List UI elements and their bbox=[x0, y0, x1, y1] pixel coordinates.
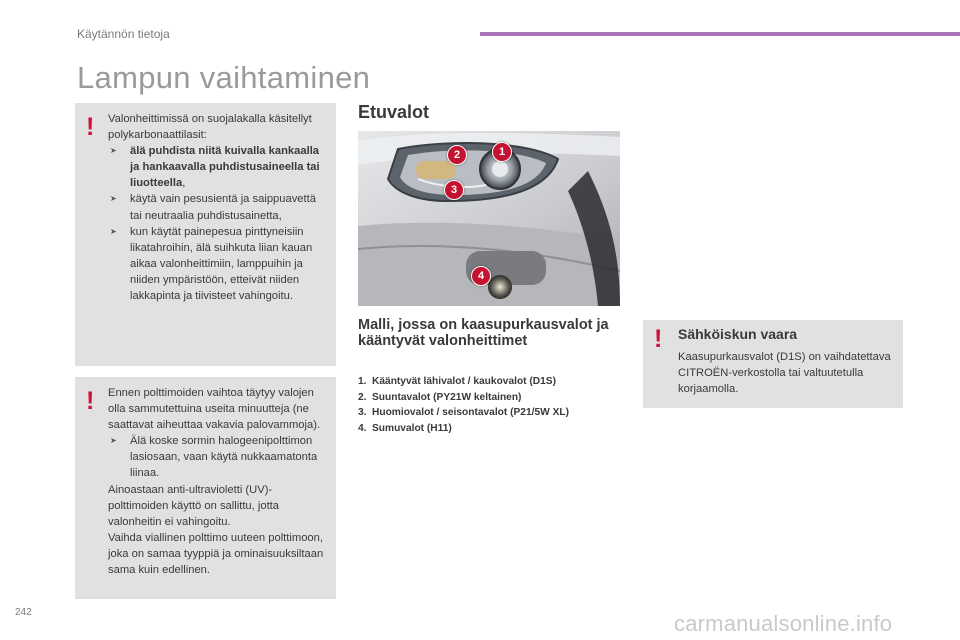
bullet-icon: ➤ bbox=[110, 146, 117, 156]
warning-intro: Valonheittimissä on suojalakalla käsitellyt polykarbonaattilasit: bbox=[108, 113, 312, 142]
item-text: Kääntyvät lähivalot / kaukovalot (D1S) bbox=[372, 376, 556, 387]
list-item-text: käytä vain pesusientä ja saippuavettä tai neutraalia puhdistusainetta, bbox=[130, 193, 316, 222]
section-heading: Etuvalot bbox=[358, 102, 430, 122]
item-number: 2. bbox=[358, 391, 367, 403]
warning-title: Sähköiskun vaara bbox=[678, 326, 798, 342]
list-item bbox=[108, 433, 330, 481]
warning-box-lens-care bbox=[75, 103, 336, 366]
item-text: Sumuvalot (H11) bbox=[372, 422, 452, 434]
warning-paragraph: Vaihda viallinen polttimo uuteen polttimoon, joka on samaa tyyppiä ja ominaisuuksiltaan sama kuin edellinen. bbox=[108, 531, 324, 577]
list-item bbox=[108, 191, 330, 223]
list-item bbox=[108, 224, 330, 304]
list-item-text: kun käytät painepesua pinttyneisiin likatahroihin, älä suihkuta liian kauan aikaa valonheittimiin, lamppuihin ja niiden ympäristöön, etteivät niiden lakkapinta ja tiivisteet vahingoitu. bbox=[130, 225, 313, 303]
warning-intro: Ennen polttimoiden vaihtoa täytyy valojen olla sammutettuina useita minuutteja (ne saattavat aiheuttaa vakavia palovammoja). bbox=[108, 387, 321, 432]
warning-emphasis: älä puhdista niitä kuivalla kankaalla ja hankaavalla puhdistusaineella tai liuotteella bbox=[130, 145, 320, 190]
item-text: Huomiovalot / seisontavalot (P21/5W XL) bbox=[372, 407, 569, 419]
exclamation-icon: ! bbox=[654, 325, 663, 353]
bullet-icon: ➤ bbox=[110, 436, 117, 446]
watermark: carmanualsonline.info bbox=[674, 611, 893, 636]
item-text: Suuntavalot (PY21W keltainen) bbox=[372, 391, 522, 403]
list-item-text: Älä koske sormin halogeenipolttimon lasiosaan, vaan käytä nukkaamatonta liinaa. bbox=[130, 435, 318, 480]
header-accent-bar bbox=[480, 32, 960, 36]
item-number: 1. bbox=[358, 376, 367, 387]
warning-box-bulb-change bbox=[75, 377, 336, 599]
warning-content bbox=[108, 385, 330, 578]
exclamation-icon: ! bbox=[86, 113, 95, 141]
model-heading: Malli, jossa on kaasupurkausvalot ja kääntyvät valonheittimet bbox=[358, 317, 609, 349]
list-item bbox=[358, 421, 569, 437]
warning-content bbox=[108, 111, 330, 304]
page-number: 242 bbox=[15, 607, 32, 618]
warning-list bbox=[108, 143, 330, 304]
item-number: 3. bbox=[358, 407, 367, 419]
callout-3: 3 bbox=[444, 180, 464, 200]
callout-2: 2 bbox=[447, 145, 467, 165]
bullet-icon: ➤ bbox=[110, 194, 117, 204]
page-title: Lampun vaihtaminen bbox=[77, 60, 371, 95]
bulb-list bbox=[358, 374, 569, 436]
list-item bbox=[358, 390, 569, 406]
exclamation-icon: ! bbox=[86, 387, 95, 415]
bullet-icon: ➤ bbox=[110, 226, 117, 236]
warning-text: Kaasupurkausvalot (D1S) on vaihdatettava CITROËN-verkostolla tai valtuutetulla korjaamolla. bbox=[678, 351, 891, 396]
list-item bbox=[108, 143, 330, 191]
callout-1: 1 bbox=[492, 142, 512, 162]
headlamp-photo bbox=[358, 131, 620, 306]
bullet-tail: , bbox=[182, 177, 186, 190]
warning-box-electric-shock bbox=[643, 320, 903, 408]
warning-list bbox=[108, 433, 330, 481]
item-number: 4. bbox=[358, 422, 367, 434]
list-item bbox=[358, 374, 569, 390]
list-item bbox=[358, 405, 569, 421]
warning-paragraph: Ainoastaan anti-ultravioletti (UV)-polttimoiden käyttö on sallittu, jotta valonheitin ei vahingoitu. bbox=[108, 483, 280, 528]
callout-4: 4 bbox=[471, 266, 491, 286]
section-label: Käytännön tietoja bbox=[77, 27, 170, 41]
